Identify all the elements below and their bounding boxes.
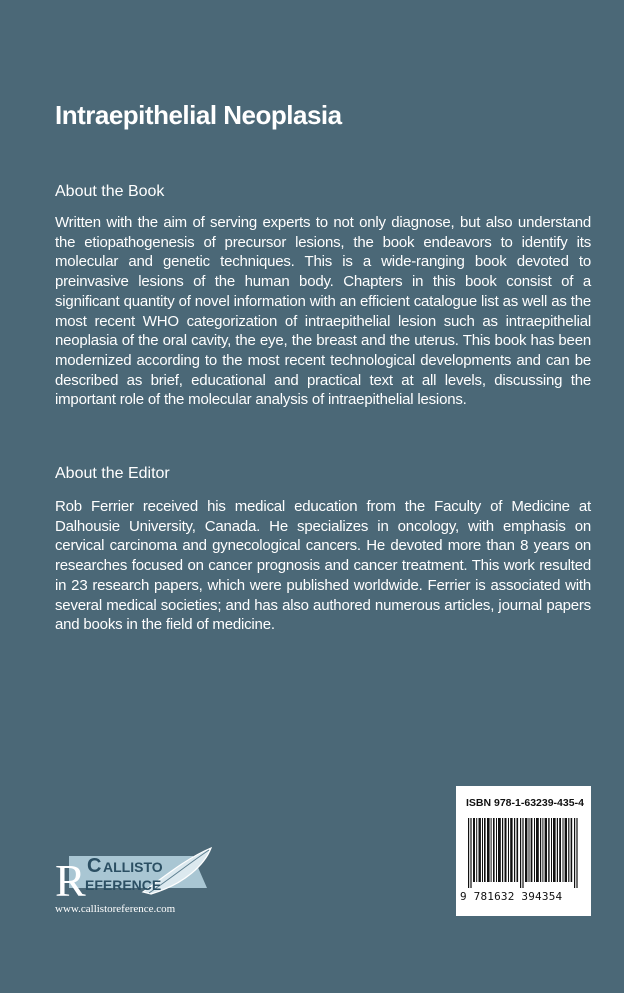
logo-letter-r: R	[55, 855, 86, 902]
publisher-url[interactable]: www.callistoreference.com	[55, 903, 176, 915]
isbn-barcode-box	[456, 786, 591, 916]
logo-letter-c: C	[87, 855, 102, 877]
barcode-digits: 9 781632 394354	[460, 890, 563, 903]
logo-word-allisto: ALLISTO	[103, 859, 163, 875]
about-book-heading: About the Book	[55, 183, 165, 200]
book-title: Intraepithelial Neoplasia	[55, 100, 342, 130]
logo-word-eference: EFERENCE	[85, 877, 162, 893]
barcode-icon	[468, 818, 580, 888]
about-book-text: Written with the aim of serving experts to not only diagnose, but also understand the etiopathogenesis of precursor lesions, the book endeavors to identify its molecular and genetic techniques. This is a wide-ranging book devoted to preinvasive lesions of the human body. Chapters in this book consist of a significant quantity of novel information with an efficient catalogue list as well as the most recent WHO categorization of intraepithelial lesion such as intraepithelial neoplasia of the oral cavity, the eye, the breast and the uterus. This book has been modernized according to the most recent technological developments and can be described as brief, educational and practical text at all levels, discussing the important role of the molecular analysis of intraepithelial lesions.	[55, 214, 591, 409]
about-editor-heading: About the Editor	[55, 465, 170, 482]
about-editor-text: Rob Ferrier received his medical education from the Faculty of Medicine at Dalhousie University, Canada. He specializes in oncology, with emphasis on cervical carcinoma and gynecological cancers. He devoted more than 8 years on researches focused on cancer prognosis and cancer treatment. This work resulted in 23 research papers, which were published worldwide. Ferrier is associated with several medical societies; and has also authored numerous articles, journal papers and books in the field of medicine.	[55, 498, 591, 634]
isbn-label: ISBN 978-1-63239-435-4	[466, 797, 584, 809]
callisto-reference-logo	[55, 846, 215, 902]
